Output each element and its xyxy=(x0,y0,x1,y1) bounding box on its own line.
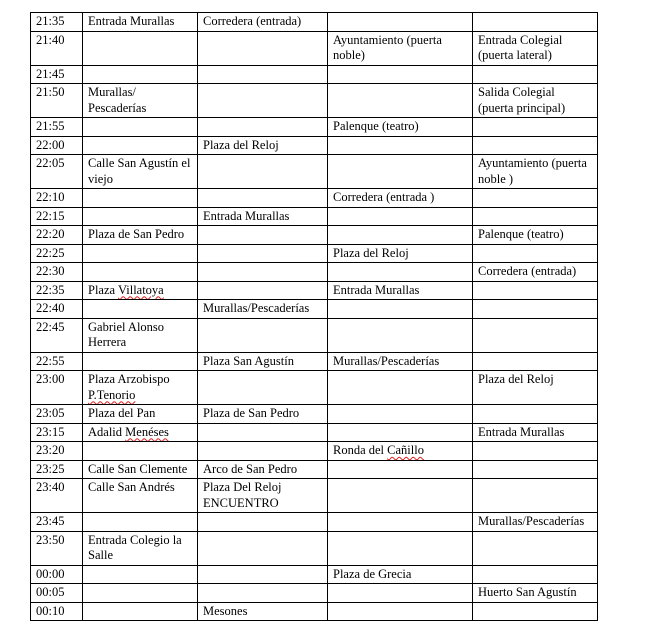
table-row xyxy=(31,565,598,584)
table-row xyxy=(31,118,598,137)
time-cell: 00:05 xyxy=(31,584,83,603)
time-cell: 23:25 xyxy=(31,460,83,479)
route-4-cell: Corredera (entrada) xyxy=(473,263,598,282)
time-cell: 21:35 xyxy=(31,13,83,32)
table-row xyxy=(31,31,598,65)
route-4-cell: Huerto San Agustín xyxy=(473,584,598,603)
route-1-cell xyxy=(83,602,198,621)
time-cell: 23:20 xyxy=(31,442,83,461)
route-1-cell xyxy=(83,584,198,603)
spellcheck-word: Menéses xyxy=(125,424,169,439)
table-row xyxy=(31,479,598,513)
route-3-cell: Plaza del Reloj xyxy=(328,244,473,263)
route-3-cell xyxy=(328,263,473,282)
route-3-cell xyxy=(328,513,473,532)
route-2-cell: Arco de San Pedro xyxy=(198,460,328,479)
time-cell: 22:05 xyxy=(31,155,83,189)
spellcheck-word: P.Tenorio xyxy=(88,387,136,402)
route-4-cell xyxy=(473,65,598,84)
route-4-cell: Ayuntamiento (puerta noble ) xyxy=(473,155,598,189)
time-cell: 23:05 xyxy=(31,405,83,424)
time-cell: 00:00 xyxy=(31,565,83,584)
route-2-cell: Murallas/Pescaderías xyxy=(198,300,328,319)
route-2-cell xyxy=(198,244,328,263)
time-cell: 23:45 xyxy=(31,513,83,532)
route-3-cell xyxy=(328,318,473,352)
table-row xyxy=(31,65,598,84)
route-3-cell xyxy=(328,226,473,245)
route-1-cell: Calle San Agustín el viejo xyxy=(83,155,198,189)
route-1-cell: Entrada Colegio la Salle xyxy=(83,531,198,565)
route-3-cell: Entrada Murallas xyxy=(328,281,473,300)
time-cell: 21:40 xyxy=(31,31,83,65)
spellcheck-word: Villatoya xyxy=(117,282,164,297)
time-cell: 22:25 xyxy=(31,244,83,263)
time-cell: 22:30 xyxy=(31,263,83,282)
route-1-cell xyxy=(83,118,198,137)
route-1-cell xyxy=(83,300,198,319)
table-row xyxy=(31,371,598,405)
table-row xyxy=(31,155,598,189)
schedule-document xyxy=(30,12,598,621)
table-row xyxy=(31,513,598,532)
route-1-cell: Plaza de San Pedro xyxy=(83,226,198,245)
route-1-cell xyxy=(83,189,198,208)
route-2-cell xyxy=(198,371,328,405)
route-3-cell xyxy=(328,460,473,479)
route-2-cell xyxy=(198,118,328,137)
time-cell: 22:00 xyxy=(31,136,83,155)
time-cell: 22:55 xyxy=(31,352,83,371)
table-row xyxy=(31,423,598,442)
route-3-cell: Ronda del Cañillo xyxy=(328,442,473,461)
route-4-cell xyxy=(473,300,598,319)
route-1-cell: Plaza del Pan xyxy=(83,405,198,424)
route-3-cell xyxy=(328,155,473,189)
route-1-cell xyxy=(83,263,198,282)
table-row xyxy=(31,405,598,424)
route-4-cell xyxy=(473,281,598,300)
route-3-cell xyxy=(328,423,473,442)
time-cell: 21:50 xyxy=(31,84,83,118)
route-2-cell xyxy=(198,513,328,532)
route-1-cell: Plaza Villatoya xyxy=(83,281,198,300)
route-1-cell xyxy=(83,442,198,461)
route-1-cell: Calle San Clemente xyxy=(83,460,198,479)
route-4-cell: Murallas/Pescaderías xyxy=(473,513,598,532)
route-2-cell xyxy=(198,565,328,584)
route-2-cell: Plaza San Agustín xyxy=(198,352,328,371)
route-4-cell xyxy=(473,531,598,565)
route-3-cell: Palenque (teatro) xyxy=(328,118,473,137)
route-4-cell xyxy=(473,13,598,32)
time-cell: 23:00 xyxy=(31,371,83,405)
route-3-cell xyxy=(328,405,473,424)
table-row xyxy=(31,136,598,155)
route-3-cell xyxy=(328,584,473,603)
time-cell: 22:20 xyxy=(31,226,83,245)
table-row xyxy=(31,602,598,621)
route-4-cell xyxy=(473,352,598,371)
table-row xyxy=(31,263,598,282)
spellcheck-word: Cañillo xyxy=(387,443,424,457)
route-2-cell xyxy=(198,31,328,65)
time-cell: 21:55 xyxy=(31,118,83,137)
schedule-table-body xyxy=(31,13,598,621)
table-row xyxy=(31,300,598,319)
schedule-table xyxy=(30,12,598,621)
table-row xyxy=(31,244,598,263)
route-3-cell xyxy=(328,602,473,621)
route-1-cell xyxy=(83,136,198,155)
route-2-cell: Mesones xyxy=(198,602,328,621)
route-3-cell xyxy=(328,371,473,405)
time-cell: 22:45 xyxy=(31,318,83,352)
route-2-cell xyxy=(198,318,328,352)
route-3-cell xyxy=(328,300,473,319)
table-row xyxy=(31,531,598,565)
table-row xyxy=(31,281,598,300)
table-row xyxy=(31,442,598,461)
route-1-cell xyxy=(83,565,198,584)
route-2-cell xyxy=(198,281,328,300)
route-4-cell xyxy=(473,405,598,424)
route-3-cell xyxy=(328,207,473,226)
route-4-cell xyxy=(473,136,598,155)
route-1-cell: Plaza Arzobispo P.Tenorio xyxy=(83,371,198,405)
route-4-cell xyxy=(473,189,598,208)
route-2-cell xyxy=(198,423,328,442)
route-3-cell xyxy=(328,13,473,32)
table-row xyxy=(31,207,598,226)
table-row xyxy=(31,318,598,352)
route-3-cell: Corredera (entrada ) xyxy=(328,189,473,208)
route-3-cell: Plaza de Grecia xyxy=(328,565,473,584)
table-row xyxy=(31,226,598,245)
route-2-cell xyxy=(198,189,328,208)
route-2-cell xyxy=(198,226,328,245)
route-2-cell xyxy=(198,531,328,565)
route-1-cell: Murallas/ Pescaderías xyxy=(83,84,198,118)
route-2-cell xyxy=(198,155,328,189)
route-3-cell xyxy=(328,136,473,155)
route-4-cell xyxy=(473,244,598,263)
route-4-cell xyxy=(473,118,598,137)
route-3-cell: Murallas/Pescaderías xyxy=(328,352,473,371)
route-4-cell xyxy=(473,460,598,479)
route-4-cell: Salida Colegial (puerta principal) xyxy=(473,84,598,118)
route-4-cell xyxy=(473,442,598,461)
route-1-cell xyxy=(83,352,198,371)
table-row xyxy=(31,13,598,32)
route-2-cell xyxy=(198,263,328,282)
route-3-cell xyxy=(328,84,473,118)
route-2-cell: Plaza de San Pedro xyxy=(198,405,328,424)
route-2-cell: Plaza Del Reloj ENCUENTRO xyxy=(198,479,328,513)
table-row xyxy=(31,352,598,371)
route-1-cell: Calle San Andrés xyxy=(83,479,198,513)
time-cell: 22:10 xyxy=(31,189,83,208)
table-row xyxy=(31,189,598,208)
time-cell: 23:40 xyxy=(31,479,83,513)
route-2-cell xyxy=(198,65,328,84)
route-4-cell xyxy=(473,479,598,513)
route-2-cell: Corredera (entrada) xyxy=(198,13,328,32)
route-3-cell xyxy=(328,531,473,565)
route-4-cell: Palenque (teatro) xyxy=(473,226,598,245)
route-1-cell: Adalid Menéses xyxy=(83,423,198,442)
time-cell: 00:10 xyxy=(31,602,83,621)
table-row xyxy=(31,460,598,479)
route-2-cell xyxy=(198,442,328,461)
route-1-cell xyxy=(83,513,198,532)
route-1-cell: Gabriel Alonso Herrera xyxy=(83,318,198,352)
route-1-cell xyxy=(83,244,198,263)
route-4-cell xyxy=(473,602,598,621)
route-1-cell xyxy=(83,207,198,226)
route-4-cell xyxy=(473,565,598,584)
time-cell: 22:35 xyxy=(31,281,83,300)
route-4-cell xyxy=(473,318,598,352)
time-cell: 22:15 xyxy=(31,207,83,226)
route-3-cell xyxy=(328,65,473,84)
time-cell: 23:50 xyxy=(31,531,83,565)
time-cell: 21:45 xyxy=(31,65,83,84)
route-4-cell xyxy=(473,207,598,226)
route-4-cell: Entrada Colegial (puerta lateral) xyxy=(473,31,598,65)
time-cell: 22:40 xyxy=(31,300,83,319)
route-2-cell: Plaza del Reloj xyxy=(198,136,328,155)
table-row xyxy=(31,84,598,118)
route-2-cell xyxy=(198,584,328,603)
route-4-cell: Entrada Murallas xyxy=(473,423,598,442)
route-3-cell: Ayuntamiento (puerta noble) xyxy=(328,31,473,65)
route-1-cell xyxy=(83,65,198,84)
route-2-cell xyxy=(198,84,328,118)
route-3-cell xyxy=(328,479,473,513)
route-4-cell: Plaza del Reloj xyxy=(473,371,598,405)
route-1-cell: Entrada Murallas xyxy=(83,13,198,32)
table-row xyxy=(31,584,598,603)
route-1-cell xyxy=(83,31,198,65)
time-cell: 23:15 xyxy=(31,423,83,442)
route-2-cell: Entrada Murallas xyxy=(198,207,328,226)
